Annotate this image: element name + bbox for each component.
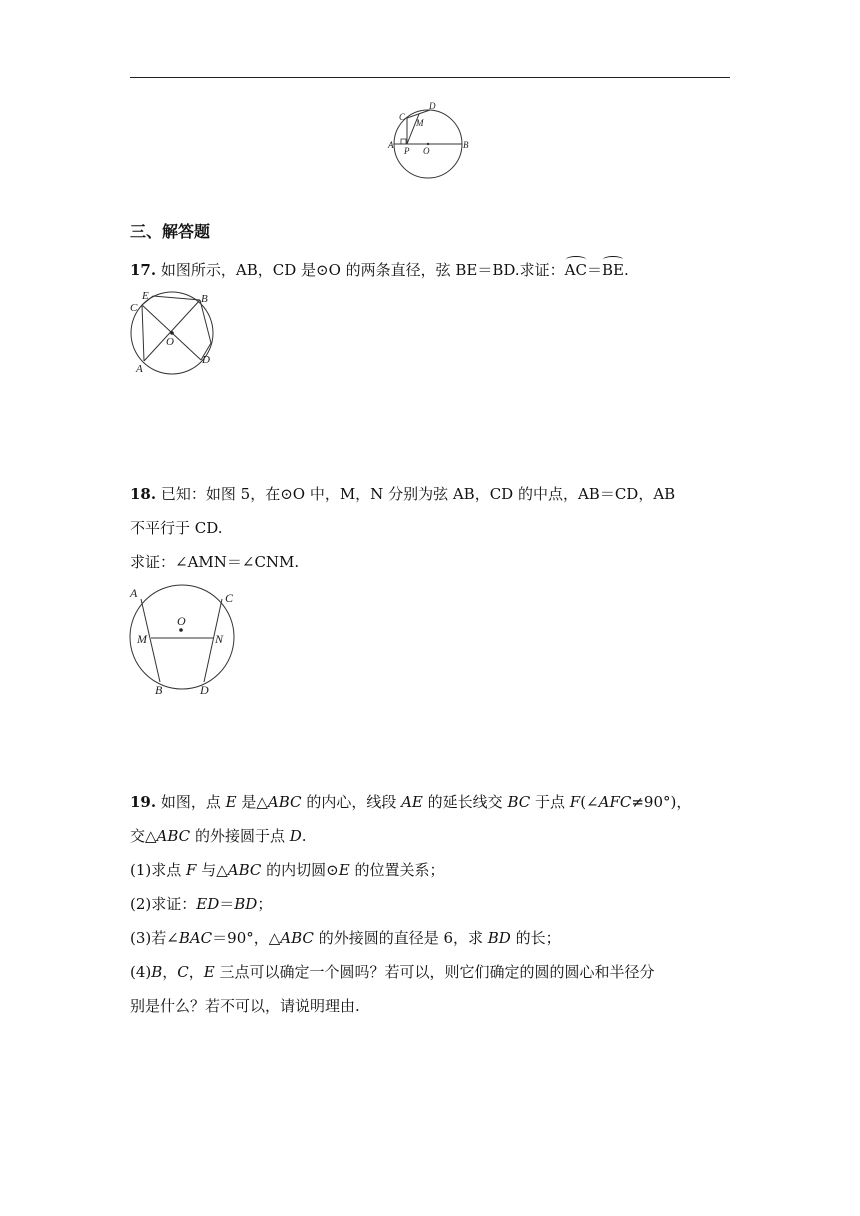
q17-statement: 如图所示，AB，CD 是⊙O 的两条直径，弦 BE＝BD.求证： bbox=[156, 261, 565, 279]
top-circle-svg bbox=[385, 98, 475, 183]
text: 的内切圆⊙ bbox=[261, 861, 339, 879]
text: 三点可以确定一个圆吗？若可以，则它们确定的圆的圆心和半径分 bbox=[214, 963, 655, 981]
text: (1)求点 bbox=[130, 861, 187, 879]
fig-label: C bbox=[399, 112, 406, 122]
q18-number: 18. bbox=[130, 485, 157, 503]
text: 的长； bbox=[510, 929, 561, 947]
q17-figure bbox=[125, 288, 225, 376]
math-var: AE bbox=[401, 793, 423, 811]
math-var: F bbox=[569, 793, 581, 811]
text: (2)求证： bbox=[130, 895, 197, 913]
text: ＝90°，△ bbox=[212, 929, 281, 947]
text: . bbox=[301, 827, 307, 845]
fig-label: P bbox=[404, 146, 410, 156]
fig-label: A bbox=[130, 586, 138, 600]
text: 与△ bbox=[196, 861, 228, 879]
arc-ac: AC bbox=[564, 261, 587, 279]
fig-label: B bbox=[201, 293, 208, 305]
text: 的内心，线段 bbox=[301, 793, 402, 811]
text: ≠90°)， bbox=[631, 793, 692, 811]
q19-part3 bbox=[130, 927, 561, 949]
fig-label: D bbox=[202, 354, 210, 366]
math-var: BD bbox=[234, 895, 258, 913]
top-circle-figure bbox=[385, 98, 475, 183]
fig-label: E bbox=[142, 290, 149, 302]
math-var: ED bbox=[196, 895, 220, 913]
math-var: ABC bbox=[227, 861, 262, 879]
q18-statement: 已知：如图 5，在⊙O 中，M，N 分别为弦 AB，CD 的中点，AB＝CD，AB bbox=[156, 485, 676, 503]
text: 的延长线交 bbox=[422, 793, 508, 811]
math-var: E bbox=[203, 963, 215, 981]
q18-line1 bbox=[130, 483, 675, 505]
q19-number: 19. bbox=[130, 793, 157, 811]
math-var: ABC bbox=[267, 793, 302, 811]
fig-label: B bbox=[155, 683, 163, 697]
equals-sign: ＝ bbox=[586, 261, 602, 279]
text: 的位置关系； bbox=[349, 861, 445, 879]
text: (4) bbox=[130, 963, 152, 981]
fig-label: D bbox=[200, 683, 209, 697]
q17-figure-svg bbox=[125, 288, 225, 376]
section-title: 三、解答题 bbox=[130, 222, 211, 241]
q19-part2 bbox=[130, 893, 272, 915]
fig-label: M bbox=[137, 632, 147, 646]
fig-label: C bbox=[130, 302, 138, 314]
fig-label: M bbox=[416, 118, 424, 128]
q18-line2: 不平行于 CD. bbox=[130, 519, 223, 537]
q18-line3: 求证：∠AMN＝∠CNM. bbox=[130, 553, 300, 571]
fig-label: A bbox=[136, 363, 143, 375]
math-var: B bbox=[151, 963, 163, 981]
fig-label: O bbox=[166, 336, 174, 348]
math-var: AFC bbox=[598, 793, 632, 811]
fig-label: N bbox=[215, 632, 224, 646]
math-var: C bbox=[177, 963, 189, 981]
text: 的外接圆于点 bbox=[190, 827, 290, 845]
math-var: BAC bbox=[178, 929, 213, 947]
fig-label: C bbox=[225, 591, 234, 605]
math-var: BC bbox=[507, 793, 531, 811]
text: 于点 bbox=[530, 793, 570, 811]
q19-line1 bbox=[130, 791, 691, 813]
text: ， bbox=[188, 963, 204, 981]
math-var: BD bbox=[487, 929, 511, 947]
q18-figure-svg bbox=[124, 583, 240, 698]
text: (3)若∠ bbox=[130, 929, 179, 947]
text: 是△ bbox=[236, 793, 268, 811]
q18-figure bbox=[124, 583, 240, 698]
math-var: ABC bbox=[280, 929, 314, 947]
period: . bbox=[623, 261, 629, 279]
text: ＝ bbox=[219, 895, 235, 913]
text: 的外接圆的直径是 6，求 bbox=[313, 929, 488, 947]
q19-part1 bbox=[130, 859, 444, 881]
math-var: ABC bbox=[156, 827, 191, 845]
math-var: D bbox=[289, 827, 302, 845]
text: ， bbox=[162, 963, 178, 981]
q17-number: 17. bbox=[130, 261, 157, 279]
text: 如图，点 bbox=[156, 793, 226, 811]
header-rule bbox=[130, 77, 730, 78]
math-var: E bbox=[225, 793, 237, 811]
arc-be: BE bbox=[602, 261, 624, 279]
fig-label: O bbox=[423, 146, 430, 156]
text: (∠ bbox=[580, 793, 599, 811]
text: ； bbox=[257, 895, 273, 913]
q17-text bbox=[130, 259, 629, 281]
math-var: F bbox=[186, 861, 197, 879]
fig-label: A bbox=[388, 140, 394, 150]
text: 交△ bbox=[130, 827, 157, 845]
fig-label: O bbox=[177, 614, 186, 628]
fig-label: D bbox=[429, 101, 436, 111]
q19-line2 bbox=[130, 825, 307, 847]
fig-label: B bbox=[463, 140, 469, 150]
q19-part4 bbox=[130, 961, 655, 983]
math-var: E bbox=[338, 861, 350, 879]
q19-part4-cont: 别是什么？若不可以，请说明理由. bbox=[130, 997, 360, 1015]
